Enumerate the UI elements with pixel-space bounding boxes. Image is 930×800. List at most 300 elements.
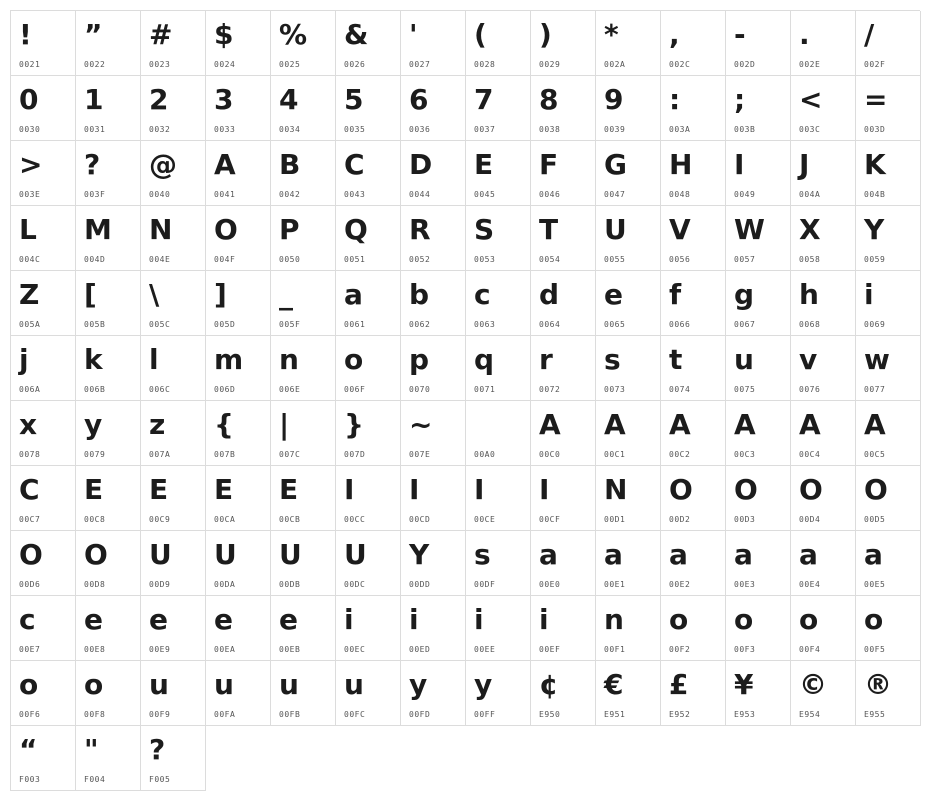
glyph-cell <box>856 661 921 726</box>
glyph-cell <box>141 271 206 336</box>
glyph-character: I <box>474 473 485 506</box>
glyph-character: 7 <box>474 83 494 116</box>
glyph-cell <box>466 76 531 141</box>
glyph-cell <box>206 401 271 466</box>
glyph-character: ? <box>149 733 166 766</box>
glyph-codepoint-label: 004F <box>214 255 236 264</box>
glyph-cell <box>271 76 336 141</box>
glyph-cell <box>856 141 921 206</box>
glyph-character: € <box>604 668 624 701</box>
glyph-cell <box>336 531 401 596</box>
glyph-cell <box>661 271 726 336</box>
glyph-character: Q <box>344 213 368 246</box>
glyph-cell <box>401 141 466 206</box>
glyph-cell <box>791 141 856 206</box>
glyph-codepoint-label: 0076 <box>799 385 821 394</box>
glyph-codepoint-label: 00F5 <box>864 645 886 654</box>
glyph-cell <box>76 596 141 661</box>
glyph-codepoint-label: 0039 <box>604 125 626 134</box>
glyph-codepoint-label: 0057 <box>734 255 756 264</box>
glyph-cell <box>856 76 921 141</box>
glyph-codepoint-label: 0028 <box>474 60 496 69</box>
glyph-codepoint-label: 00EF <box>539 645 561 654</box>
glyph-character: a <box>734 538 753 571</box>
glyph-character: g <box>734 278 755 311</box>
glyph-character: a <box>864 538 883 571</box>
glyph-character: O <box>84 538 108 571</box>
glyph-cell <box>271 401 336 466</box>
glyph-cell <box>856 11 921 76</box>
glyph-character: i <box>864 278 874 311</box>
glyph-cell <box>401 596 466 661</box>
glyph-cell <box>76 661 141 726</box>
glyph-character: & <box>344 18 369 51</box>
glyph-codepoint-label: 00C5 <box>864 450 886 459</box>
glyph-codepoint-label: 00D4 <box>799 515 821 524</box>
glyph-character: o <box>669 603 689 636</box>
glyph-character: s <box>474 538 491 571</box>
glyph-codepoint-label: 0052 <box>409 255 431 264</box>
glyph-codepoint-label: 0064 <box>539 320 561 329</box>
glyph-character: A <box>799 408 821 441</box>
glyph-codepoint-label: 0032 <box>149 125 171 134</box>
glyph-codepoint-label: 007D <box>344 450 366 459</box>
glyph-character: A <box>669 408 691 441</box>
glyph-character: n <box>279 343 299 376</box>
glyph-character: 3 <box>214 83 234 116</box>
glyph-cell <box>76 336 141 401</box>
glyph-cell <box>596 661 661 726</box>
glyph-cell <box>11 531 76 596</box>
glyph-codepoint-label: E953 <box>734 710 756 719</box>
glyph-codepoint-label: 0041 <box>214 190 236 199</box>
glyph-character: y <box>474 668 493 701</box>
glyph-cell <box>11 661 76 726</box>
glyph-cell <box>336 661 401 726</box>
glyph-cell <box>76 141 141 206</box>
glyph-cell <box>271 466 336 531</box>
glyph-codepoint-label: 00E7 <box>19 645 41 654</box>
glyph-cell <box>206 531 271 596</box>
glyph-cell <box>271 596 336 661</box>
glyph-codepoint-label: 00CD <box>409 515 431 524</box>
glyph-cell <box>661 401 726 466</box>
glyph-codepoint-label: 0069 <box>864 320 886 329</box>
glyph-cell <box>11 11 76 76</box>
glyph-cell <box>661 11 726 76</box>
glyph-cell <box>726 76 791 141</box>
glyph-codepoint-label: E952 <box>669 710 691 719</box>
glyph-character: ! <box>19 18 32 51</box>
glyph-character: O <box>19 538 43 571</box>
glyph-cell <box>856 206 921 271</box>
glyph-character: | <box>279 408 290 441</box>
glyph-character: V <box>669 213 691 246</box>
glyph-codepoint-label: 0036 <box>409 125 431 134</box>
glyph-cell <box>141 401 206 466</box>
glyph-cell <box>466 466 531 531</box>
glyph-codepoint-label: 0071 <box>474 385 496 394</box>
glyph-codepoint-label: 00E5 <box>864 580 886 589</box>
glyph-codepoint-label: 00C0 <box>539 450 561 459</box>
glyph-character: z <box>149 408 166 441</box>
glyph-character: - <box>734 18 746 51</box>
glyph-character: , <box>669 18 680 51</box>
glyph-character: * <box>604 18 619 51</box>
glyph-cell <box>141 726 206 791</box>
glyph-cell <box>466 531 531 596</box>
glyph-codepoint-label: 00EA <box>214 645 236 654</box>
glyph-codepoint-label: 003F <box>84 190 106 199</box>
glyph-cell <box>726 661 791 726</box>
glyph-codepoint-label: 0063 <box>474 320 496 329</box>
glyph-cell <box>856 466 921 531</box>
glyph-cell <box>596 11 661 76</box>
glyph-cell <box>661 141 726 206</box>
glyph-codepoint-label: 004E <box>149 255 171 264</box>
glyph-cell <box>271 661 336 726</box>
glyph-codepoint-label: 00D1 <box>604 515 626 524</box>
glyph-codepoint-label: 0059 <box>864 255 886 264</box>
glyph-codepoint-label: 006A <box>19 385 41 394</box>
glyph-character: U <box>214 538 237 571</box>
glyph-character: E <box>474 148 494 181</box>
glyph-cell <box>856 596 921 661</box>
glyph-codepoint-label: 00EE <box>474 645 496 654</box>
glyph-character: 8 <box>539 83 559 116</box>
glyph-character: j <box>19 343 29 376</box>
glyph-character: X <box>799 213 821 246</box>
glyph-character: $ <box>214 18 234 51</box>
glyph-codepoint-label: 005C <box>149 320 171 329</box>
glyph-character: i <box>409 603 419 636</box>
glyph-character: 5 <box>344 83 364 116</box>
glyph-character: A <box>734 408 756 441</box>
glyph-cell <box>661 531 726 596</box>
glyph-codepoint-label: E950 <box>539 710 561 719</box>
glyph-character: S <box>474 213 495 246</box>
glyph-codepoint-label: 0049 <box>734 190 756 199</box>
glyph-codepoint-label: 0021 <box>19 60 41 69</box>
glyph-cell <box>141 661 206 726</box>
glyph-character: > <box>19 148 43 181</box>
glyph-codepoint-label: E955 <box>864 710 886 719</box>
glyph-codepoint-label: 00DA <box>214 580 236 589</box>
glyph-codepoint-label: 00E8 <box>84 645 106 654</box>
glyph-character: u <box>279 668 299 701</box>
glyph-cell <box>141 531 206 596</box>
glyph-cell <box>726 531 791 596</box>
glyph-character: % <box>279 18 308 51</box>
glyph-codepoint-label: 007C <box>279 450 301 459</box>
glyph-codepoint-label: 003D <box>864 125 886 134</box>
glyph-character: h <box>799 278 819 311</box>
glyph-cell <box>141 206 206 271</box>
glyph-cell <box>466 141 531 206</box>
glyph-codepoint-label: 005A <box>19 320 41 329</box>
glyph-character: t <box>669 343 683 376</box>
glyph-cell <box>76 466 141 531</box>
glyph-character: I <box>539 473 550 506</box>
glyph-cell <box>11 206 76 271</box>
glyph-character: U <box>344 538 367 571</box>
glyph-codepoint-label: 00FA <box>214 710 236 719</box>
glyph-codepoint-label: 0048 <box>669 190 691 199</box>
glyph-cell <box>791 401 856 466</box>
glyph-codepoint-label: 00EB <box>279 645 301 654</box>
glyph-character: p <box>409 343 430 376</box>
glyph-codepoint-label: 0022 <box>84 60 106 69</box>
glyph-cell <box>206 206 271 271</box>
glyph-character: ? <box>84 148 101 181</box>
glyph-codepoint-label: 0026 <box>344 60 366 69</box>
glyph-character: E <box>149 473 169 506</box>
glyph-character: [ <box>84 278 97 311</box>
glyph-character: i <box>474 603 484 636</box>
glyph-character: E <box>279 473 299 506</box>
glyph-character: I <box>734 148 745 181</box>
glyph-character: a <box>669 538 688 571</box>
glyph-codepoint-label: 002A <box>604 60 626 69</box>
glyph-cell <box>531 401 596 466</box>
glyph-cell <box>336 11 401 76</box>
glyph-codepoint-label: 004C <box>19 255 41 264</box>
glyph-character: D <box>409 148 433 181</box>
glyph-character: 4 <box>279 83 299 116</box>
glyph-cell <box>726 141 791 206</box>
glyph-character: 2 <box>149 83 169 116</box>
glyph-character: a <box>344 278 363 311</box>
glyph-codepoint-label: 00CF <box>539 515 561 524</box>
glyph-character: B <box>279 148 301 181</box>
glyph-codepoint-label: 0045 <box>474 190 496 199</box>
glyph-codepoint-label: 00E4 <box>799 580 821 589</box>
glyph-cell <box>531 596 596 661</box>
glyph-character: U <box>604 213 627 246</box>
glyph-character: u <box>149 668 169 701</box>
glyph-cell <box>596 531 661 596</box>
glyph-character: n <box>604 603 624 636</box>
glyph-cell <box>531 336 596 401</box>
glyph-cell <box>531 11 596 76</box>
glyph-cell <box>11 76 76 141</box>
glyph-cell <box>336 141 401 206</box>
glyph-character: u <box>734 343 754 376</box>
glyph-codepoint-label: 00F8 <box>84 710 106 719</box>
glyph-cell <box>336 466 401 531</box>
glyph-cell <box>726 336 791 401</box>
glyph-codepoint-label: 005D <box>214 320 236 329</box>
glyph-character: l <box>149 343 159 376</box>
glyph-cell <box>531 466 596 531</box>
glyph-character: N <box>604 473 628 506</box>
glyph-character: e <box>279 603 298 636</box>
glyph-codepoint-label: 00F4 <box>799 645 821 654</box>
glyph-character: y <box>409 668 428 701</box>
glyph-codepoint-label: 0050 <box>279 255 301 264</box>
glyph-codepoint-label: 005B <box>84 320 106 329</box>
glyph-cell <box>401 531 466 596</box>
glyph-codepoint-label: 004A <box>799 190 821 199</box>
glyph-cell <box>76 531 141 596</box>
glyph-codepoint-label: 00ED <box>409 645 431 654</box>
glyph-character: e <box>214 603 233 636</box>
glyph-character: ] <box>214 278 227 311</box>
glyph-character: £ <box>669 668 689 701</box>
glyph-character: M <box>84 213 112 246</box>
glyph-codepoint-label: 0070 <box>409 385 431 394</box>
glyph-codepoint-label: 0056 <box>669 255 691 264</box>
glyph-cell <box>206 11 271 76</box>
glyph-character: Z <box>19 278 40 311</box>
glyph-codepoint-label: 0079 <box>84 450 106 459</box>
glyph-character: “ <box>19 733 38 766</box>
glyph-character: U <box>149 538 172 571</box>
glyph-codepoint-label: 00FB <box>279 710 301 719</box>
glyph-codepoint-label: 00DD <box>409 580 431 589</box>
glyph-character: u <box>344 668 364 701</box>
glyph-character: 1 <box>84 83 104 116</box>
glyph-character: : <box>669 83 681 116</box>
glyph-cell <box>661 596 726 661</box>
glyph-character: J <box>799 148 810 181</box>
glyph-cell <box>11 336 76 401</box>
glyph-codepoint-label: 00C9 <box>149 515 171 524</box>
glyph-character: ¥ <box>734 668 754 701</box>
glyph-cell <box>271 271 336 336</box>
glyph-codepoint-label: 006F <box>344 385 366 394</box>
glyph-cell <box>401 271 466 336</box>
glyph-cell <box>596 596 661 661</box>
glyph-codepoint-label: 00D3 <box>734 515 756 524</box>
glyph-codepoint-label: 00FC <box>344 710 366 719</box>
glyph-cell <box>206 141 271 206</box>
glyph-cell <box>336 401 401 466</box>
glyph-codepoint-label: 00DF <box>474 580 496 589</box>
glyph-codepoint-label: 003C <box>799 125 821 134</box>
glyph-cell <box>141 336 206 401</box>
glyph-cell <box>141 141 206 206</box>
glyph-character: ) <box>539 18 552 51</box>
glyph-character: o <box>734 603 754 636</box>
glyph-codepoint-label: 002C <box>669 60 691 69</box>
glyph-cell <box>466 596 531 661</box>
glyph-cell <box>336 336 401 401</box>
glyph-character: Y <box>409 538 430 571</box>
glyph-codepoint-label: 0037 <box>474 125 496 134</box>
glyph-cell <box>466 401 531 466</box>
glyph-cell <box>661 206 726 271</box>
glyph-cell <box>531 271 596 336</box>
glyph-cell <box>596 336 661 401</box>
glyph-cell <box>856 336 921 401</box>
glyph-codepoint-label: 0073 <box>604 385 626 394</box>
glyph-character: O <box>864 473 888 506</box>
glyph-cell <box>531 141 596 206</box>
glyph-character: } <box>344 408 364 441</box>
glyph-character: P <box>279 213 300 246</box>
glyph-character: W <box>734 213 765 246</box>
glyph-codepoint-label: 007B <box>214 450 236 459</box>
glyph-character: K <box>864 148 886 181</box>
glyph-codepoint-label: 00E0 <box>539 580 561 589</box>
glyph-character: L <box>19 213 37 246</box>
glyph-codepoint-label: 0044 <box>409 190 431 199</box>
glyph-character: A <box>539 408 561 441</box>
glyph-character: x <box>19 408 38 441</box>
glyph-character: f <box>669 278 682 311</box>
glyph-cell <box>726 11 791 76</box>
glyph-cell <box>531 661 596 726</box>
glyph-cell <box>791 76 856 141</box>
glyph-cell <box>596 206 661 271</box>
glyph-codepoint-label: 00DC <box>344 580 366 589</box>
glyph-cell <box>726 206 791 271</box>
glyph-cell <box>856 531 921 596</box>
glyph-character: I <box>409 473 420 506</box>
glyph-cell <box>596 141 661 206</box>
glyph-character: y <box>84 408 103 441</box>
glyph-character: o <box>864 603 884 636</box>
glyph-cell <box>206 661 271 726</box>
glyph-character: N <box>149 213 173 246</box>
glyph-codepoint-label: 003B <box>734 125 756 134</box>
glyph-codepoint-label: 007A <box>149 450 171 459</box>
glyph-character: ' <box>409 18 418 51</box>
glyph-codepoint-label: 00CB <box>279 515 301 524</box>
glyph-character: c <box>474 278 491 311</box>
glyph-codepoint-label: 007E <box>409 450 431 459</box>
glyph-cell <box>596 76 661 141</box>
glyph-cell <box>401 401 466 466</box>
glyph-codepoint-label: 00CE <box>474 515 496 524</box>
glyph-character: ( <box>474 18 487 51</box>
glyph-character: T <box>539 213 559 246</box>
glyph-cell <box>206 271 271 336</box>
glyph-character: e <box>604 278 623 311</box>
glyph-cell <box>466 271 531 336</box>
glyph-character: a <box>604 538 623 571</box>
glyph-codepoint-label: 00D6 <box>19 580 41 589</box>
glyph-character: ® <box>864 668 892 701</box>
glyph-character: v <box>799 343 818 376</box>
glyph-codepoint-label: 00C7 <box>19 515 41 524</box>
glyph-codepoint-label: 0068 <box>799 320 821 329</box>
glyph-cell <box>11 466 76 531</box>
glyph-character: @ <box>149 148 177 181</box>
glyph-cell <box>336 206 401 271</box>
glyph-codepoint-label: 0055 <box>604 255 626 264</box>
glyph-cell <box>271 336 336 401</box>
glyph-character: _ <box>279 278 293 311</box>
glyph-cell <box>791 661 856 726</box>
glyph-cell <box>531 206 596 271</box>
glyph-codepoint-label: 00FF <box>474 710 496 719</box>
glyph-character: k <box>84 343 103 376</box>
glyph-character: 9 <box>604 83 624 116</box>
glyph-character: ~ <box>409 408 433 441</box>
glyph-character: { <box>214 408 234 441</box>
glyph-cell <box>531 531 596 596</box>
glyph-codepoint-label: 0047 <box>604 190 626 199</box>
glyph-cell <box>661 76 726 141</box>
glyph-cell <box>401 11 466 76</box>
glyph-character: A <box>214 148 236 181</box>
glyph-cell <box>11 271 76 336</box>
glyph-codepoint-label: 0029 <box>539 60 561 69</box>
glyph-character: = <box>864 83 888 116</box>
glyph-codepoint-label: 0058 <box>799 255 821 264</box>
